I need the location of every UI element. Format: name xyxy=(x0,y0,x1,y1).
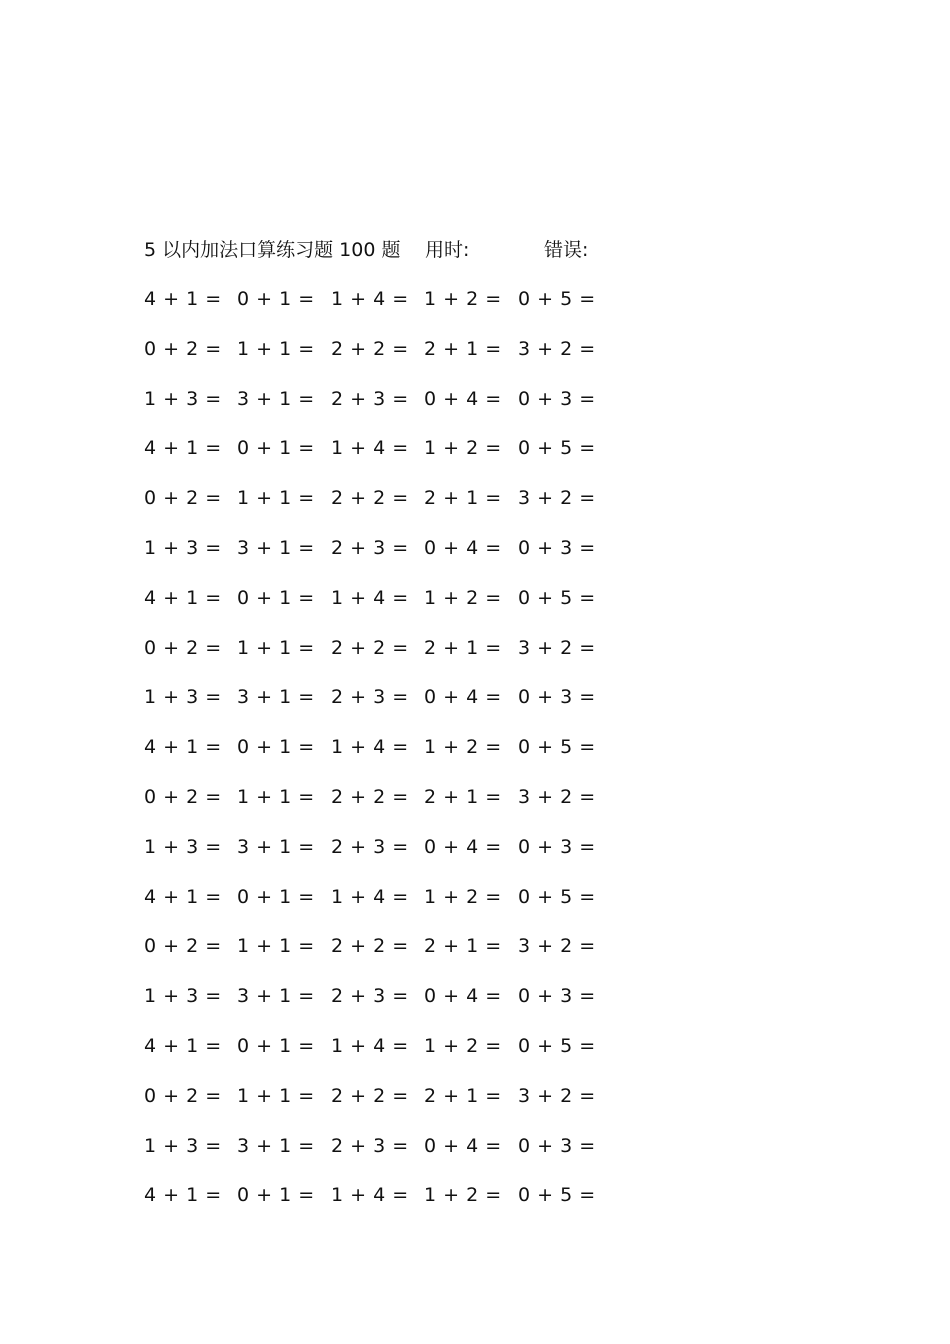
problem-item: 4 + 1 = xyxy=(144,1034,222,1057)
problem-item: 0 + 4 = xyxy=(424,686,502,709)
problem-item: 1 + 1 = xyxy=(237,487,315,510)
problem-item: 4 + 1 = xyxy=(144,885,222,908)
problem-item: 4 + 1 = xyxy=(144,586,222,609)
problem-item: 1 + 3 = xyxy=(144,835,222,858)
problem-item: 2 + 2 = xyxy=(331,636,409,659)
problem-item: 0 + 5 = xyxy=(518,288,596,310)
problem-item: 0 + 4 = xyxy=(424,985,502,1008)
problem-item: 1 + 3 = xyxy=(144,686,222,709)
problem-item: 0 + 2 = xyxy=(144,785,222,808)
problem-item: 1 + 3 = xyxy=(144,1134,222,1157)
problem-item: 3 + 2 = xyxy=(518,487,596,510)
problem-item: 3 + 1 = xyxy=(237,387,315,410)
problem-item: 2 + 2 = xyxy=(331,337,409,360)
problem-item: 1 + 3 = xyxy=(144,387,222,410)
problem-item: 0 + 3 = xyxy=(518,536,596,559)
problem-item: 0 + 3 = xyxy=(518,985,596,1008)
problem-item: 2 + 2 = xyxy=(331,487,409,510)
problem-item: 0 + 1 = xyxy=(237,586,315,609)
problem-item: 0 + 5 = xyxy=(518,885,596,908)
problem-item: 1 + 4 = xyxy=(331,1034,409,1057)
problem-item: 0 + 1 = xyxy=(237,736,315,759)
problem-item: 1 + 4 = xyxy=(331,1184,409,1207)
problem-item: 0 + 4 = xyxy=(424,536,502,559)
problem-item: 2 + 1 = xyxy=(424,935,502,958)
problem-item: 1 + 3 = xyxy=(144,536,222,559)
problem-item: 1 + 2 = xyxy=(424,1034,502,1057)
problem-item: 1 + 1 = xyxy=(237,935,315,958)
problem-item: 1 + 2 = xyxy=(424,288,502,310)
problem-item: 0 + 1 = xyxy=(237,885,315,908)
problem-item: 0 + 2 = xyxy=(144,636,222,659)
problem-item: 1 + 2 = xyxy=(424,586,502,609)
time-used-label: 用时: xyxy=(425,239,470,261)
problem-item: 1 + 3 = xyxy=(144,985,222,1008)
problem-item: 3 + 2 = xyxy=(518,1084,596,1107)
problem-item: 1 + 2 = xyxy=(424,1184,502,1207)
worksheet-title: 5 以内加法口算练习题 100 题 xyxy=(144,239,401,261)
problem-item: 0 + 3 = xyxy=(518,1134,596,1157)
problem-item: 2 + 3 = xyxy=(331,536,409,559)
problem-item: 0 + 5 = xyxy=(518,1184,596,1207)
problem-item: 1 + 1 = xyxy=(237,785,315,808)
problem-item: 1 + 2 = xyxy=(424,885,502,908)
problem-item: 0 + 1 = xyxy=(237,1034,315,1057)
problem-item: 0 + 3 = xyxy=(518,835,596,858)
problem-item: 3 + 1 = xyxy=(237,835,315,858)
problem-item: 0 + 4 = xyxy=(424,1134,502,1157)
problem-item: 3 + 2 = xyxy=(518,785,596,808)
problem-item: 4 + 1 = xyxy=(144,736,222,759)
problem-item: 1 + 4 = xyxy=(331,288,409,310)
problem-item: 2 + 1 = xyxy=(424,636,502,659)
problem-item: 2 + 3 = xyxy=(331,686,409,709)
problem-item: 1 + 4 = xyxy=(331,736,409,759)
problem-item: 3 + 1 = xyxy=(237,1134,315,1157)
problem-item: 4 + 1 = xyxy=(144,288,222,310)
problem-item: 0 + 1 = xyxy=(237,288,315,310)
problem-item: 1 + 4 = xyxy=(331,437,409,460)
problem-item: 0 + 2 = xyxy=(144,487,222,510)
problem-item: 3 + 2 = xyxy=(518,636,596,659)
problem-item: 0 + 4 = xyxy=(424,387,502,410)
problem-item: 1 + 2 = xyxy=(424,736,502,759)
problem-item: 2 + 2 = xyxy=(331,785,409,808)
problem-item: 0 + 5 = xyxy=(518,586,596,609)
problem-item: 1 + 1 = xyxy=(237,636,315,659)
problem-item: 3 + 2 = xyxy=(518,935,596,958)
problem-item: 4 + 1 = xyxy=(144,437,222,460)
problem-item: 0 + 5 = xyxy=(518,736,596,759)
problem-item: 0 + 1 = xyxy=(237,1184,315,1207)
problem-item: 3 + 1 = xyxy=(237,985,315,1008)
problem-item: 0 + 2 = xyxy=(144,935,222,958)
problem-item: 0 + 3 = xyxy=(518,387,596,410)
problem-item: 3 + 2 = xyxy=(518,337,596,360)
problem-item: 0 + 4 = xyxy=(424,835,502,858)
problem-item: 0 + 5 = xyxy=(518,437,596,460)
problem-item: 1 + 4 = xyxy=(331,885,409,908)
problem-item: 2 + 3 = xyxy=(331,387,409,410)
problem-item: 0 + 5 = xyxy=(518,1034,596,1057)
problem-item: 2 + 1 = xyxy=(424,1084,502,1107)
problem-item: 0 + 1 = xyxy=(237,437,315,460)
problem-item: 1 + 1 = xyxy=(237,1084,315,1107)
error-count-label: 错误: xyxy=(544,239,589,261)
problem-item: 2 + 1 = xyxy=(424,337,502,360)
problem-item: 0 + 2 = xyxy=(144,1084,222,1107)
problem-item: 0 + 3 = xyxy=(518,686,596,709)
problem-item: 4 + 1 = xyxy=(144,1184,222,1207)
problem-item: 2 + 2 = xyxy=(331,935,409,958)
problem-item: 2 + 2 = xyxy=(331,1084,409,1107)
problem-item: 1 + 1 = xyxy=(237,337,315,360)
problem-item: 2 + 1 = xyxy=(424,785,502,808)
problem-item: 0 + 2 = xyxy=(144,337,222,360)
problem-item: 2 + 3 = xyxy=(331,1134,409,1157)
problem-item: 3 + 1 = xyxy=(237,686,315,709)
problem-item: 3 + 1 = xyxy=(237,536,315,559)
problem-item: 2 + 3 = xyxy=(331,835,409,858)
problem-item: 1 + 2 = xyxy=(424,437,502,460)
problem-item: 1 + 4 = xyxy=(331,586,409,609)
problem-item: 2 + 3 = xyxy=(331,985,409,1008)
problem-item: 2 + 1 = xyxy=(424,487,502,510)
